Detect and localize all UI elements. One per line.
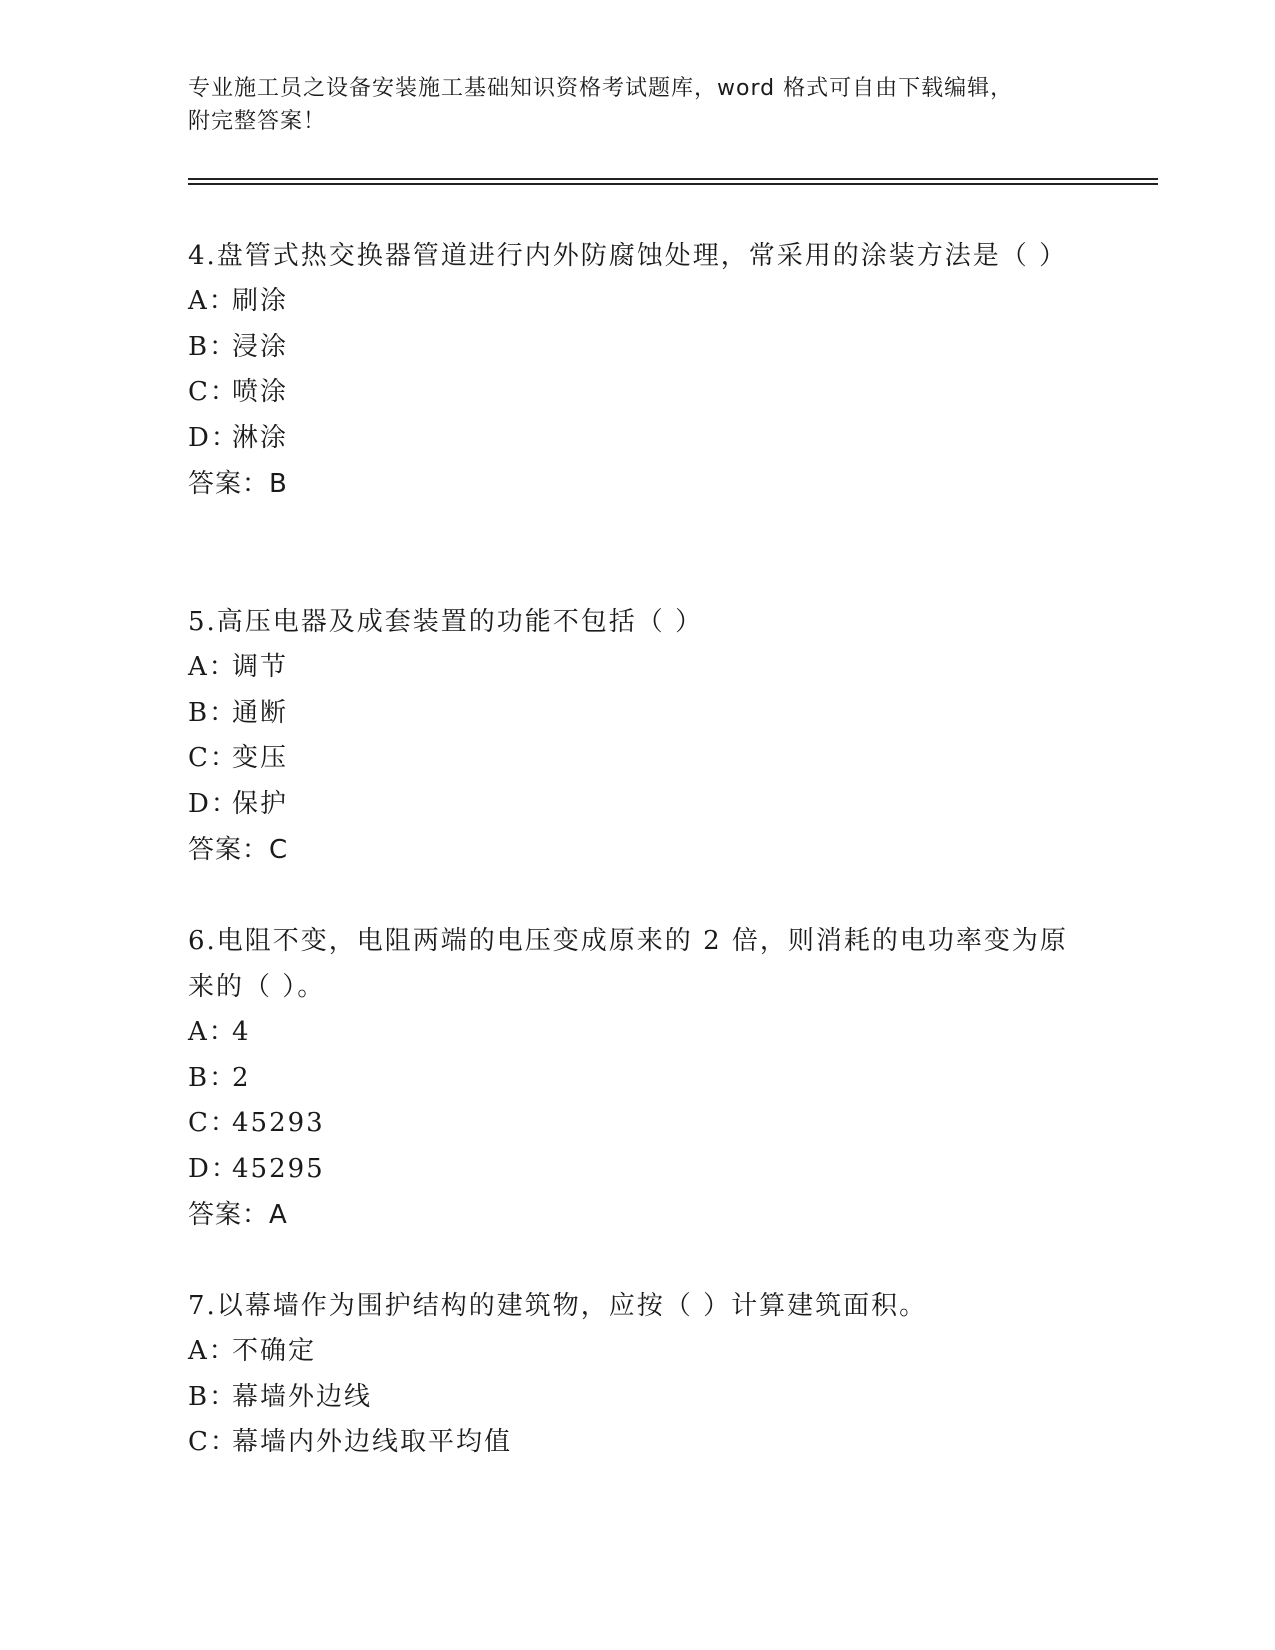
option-key: A：: [188, 286, 237, 316]
question-stem: 7.以幕墙作为围护结构的建筑物，应按（ ）计算建筑面积。: [188, 1291, 928, 1321]
option-key: C：: [188, 377, 238, 407]
option-b: [188, 1056, 1068, 1102]
option-text: 45295: [232, 1153, 325, 1184]
option-text: 45293: [232, 1108, 325, 1138]
option-key: B：: [188, 1381, 238, 1412]
option-text: 幕墙外边线: [232, 1381, 373, 1412]
question-6: [188, 918, 1068, 1238]
question-7: [188, 1283, 1068, 1466]
answer-line: 答案：B: [188, 469, 288, 499]
option-key: A：: [188, 1336, 237, 1366]
option-text: 2: [232, 1062, 251, 1093]
answer-line: 答案：A: [188, 1200, 288, 1230]
option-text: 变压: [232, 743, 289, 773]
question-stem: 5.高压电器及成套装置的功能不包括（ ）: [188, 607, 704, 637]
question-stem: 6.电阻不变，电阻两端的电压变成原来的 2 倍，则消耗的电功率变为原来的（ ）。: [188, 926, 1068, 1002]
option-b: [188, 325, 1068, 371]
option-text: 4: [232, 1017, 251, 1047]
option-a: [188, 279, 1068, 325]
option-d: [188, 1147, 1068, 1193]
option-b: [188, 1375, 1068, 1421]
option-c: [188, 370, 1068, 416]
question-5: [188, 599, 1068, 873]
option-text: 淋涂: [232, 422, 289, 453]
option-key: A：: [188, 652, 237, 682]
option-text: 调节: [232, 652, 289, 682]
option-d: [188, 782, 1068, 828]
option-a: [188, 645, 1068, 691]
answer-line: 答案：C: [188, 835, 289, 865]
option-c: [188, 1101, 1068, 1147]
option-b: [188, 691, 1068, 737]
option-d: [188, 416, 1068, 462]
option-text: 幕墙内外边线取平均值: [232, 1427, 513, 1457]
option-key: B：: [188, 1062, 238, 1093]
option-key: C：: [188, 743, 238, 773]
option-text: 保护: [232, 788, 289, 819]
question-4: [188, 233, 1068, 507]
question-stem: 4.盘管式热交换器管道进行内外防腐蚀处理，常采用的涂装方法是（ ）: [188, 241, 1068, 271]
option-text: 浸涂: [232, 331, 289, 362]
document-header: [188, 72, 1088, 138]
header-line-2: 附完整答案！: [188, 109, 327, 134]
option-key: D：: [188, 788, 239, 819]
header-line-1: 专业施工员之设备安装施工基础知识资格考试题库，word 格式可自由下载编辑，: [188, 76, 1014, 101]
option-a: [188, 1329, 1068, 1375]
option-key: C：: [188, 1108, 238, 1138]
option-text: 刷涂: [232, 286, 289, 316]
option-key: B：: [188, 331, 238, 362]
header-divider-top: [188, 178, 1158, 180]
option-text: 喷涂: [232, 377, 289, 407]
option-key: C：: [188, 1427, 238, 1457]
header-divider-bottom: [188, 183, 1158, 185]
option-c: [188, 1420, 1068, 1466]
option-key: D：: [188, 422, 239, 453]
option-key: D：: [188, 1153, 239, 1184]
option-a: [188, 1010, 1068, 1056]
option-key: B：: [188, 697, 238, 728]
option-text: 通断: [232, 697, 289, 728]
option-c: [188, 736, 1068, 782]
option-key: A：: [188, 1017, 237, 1047]
option-text: 不确定: [232, 1336, 317, 1366]
